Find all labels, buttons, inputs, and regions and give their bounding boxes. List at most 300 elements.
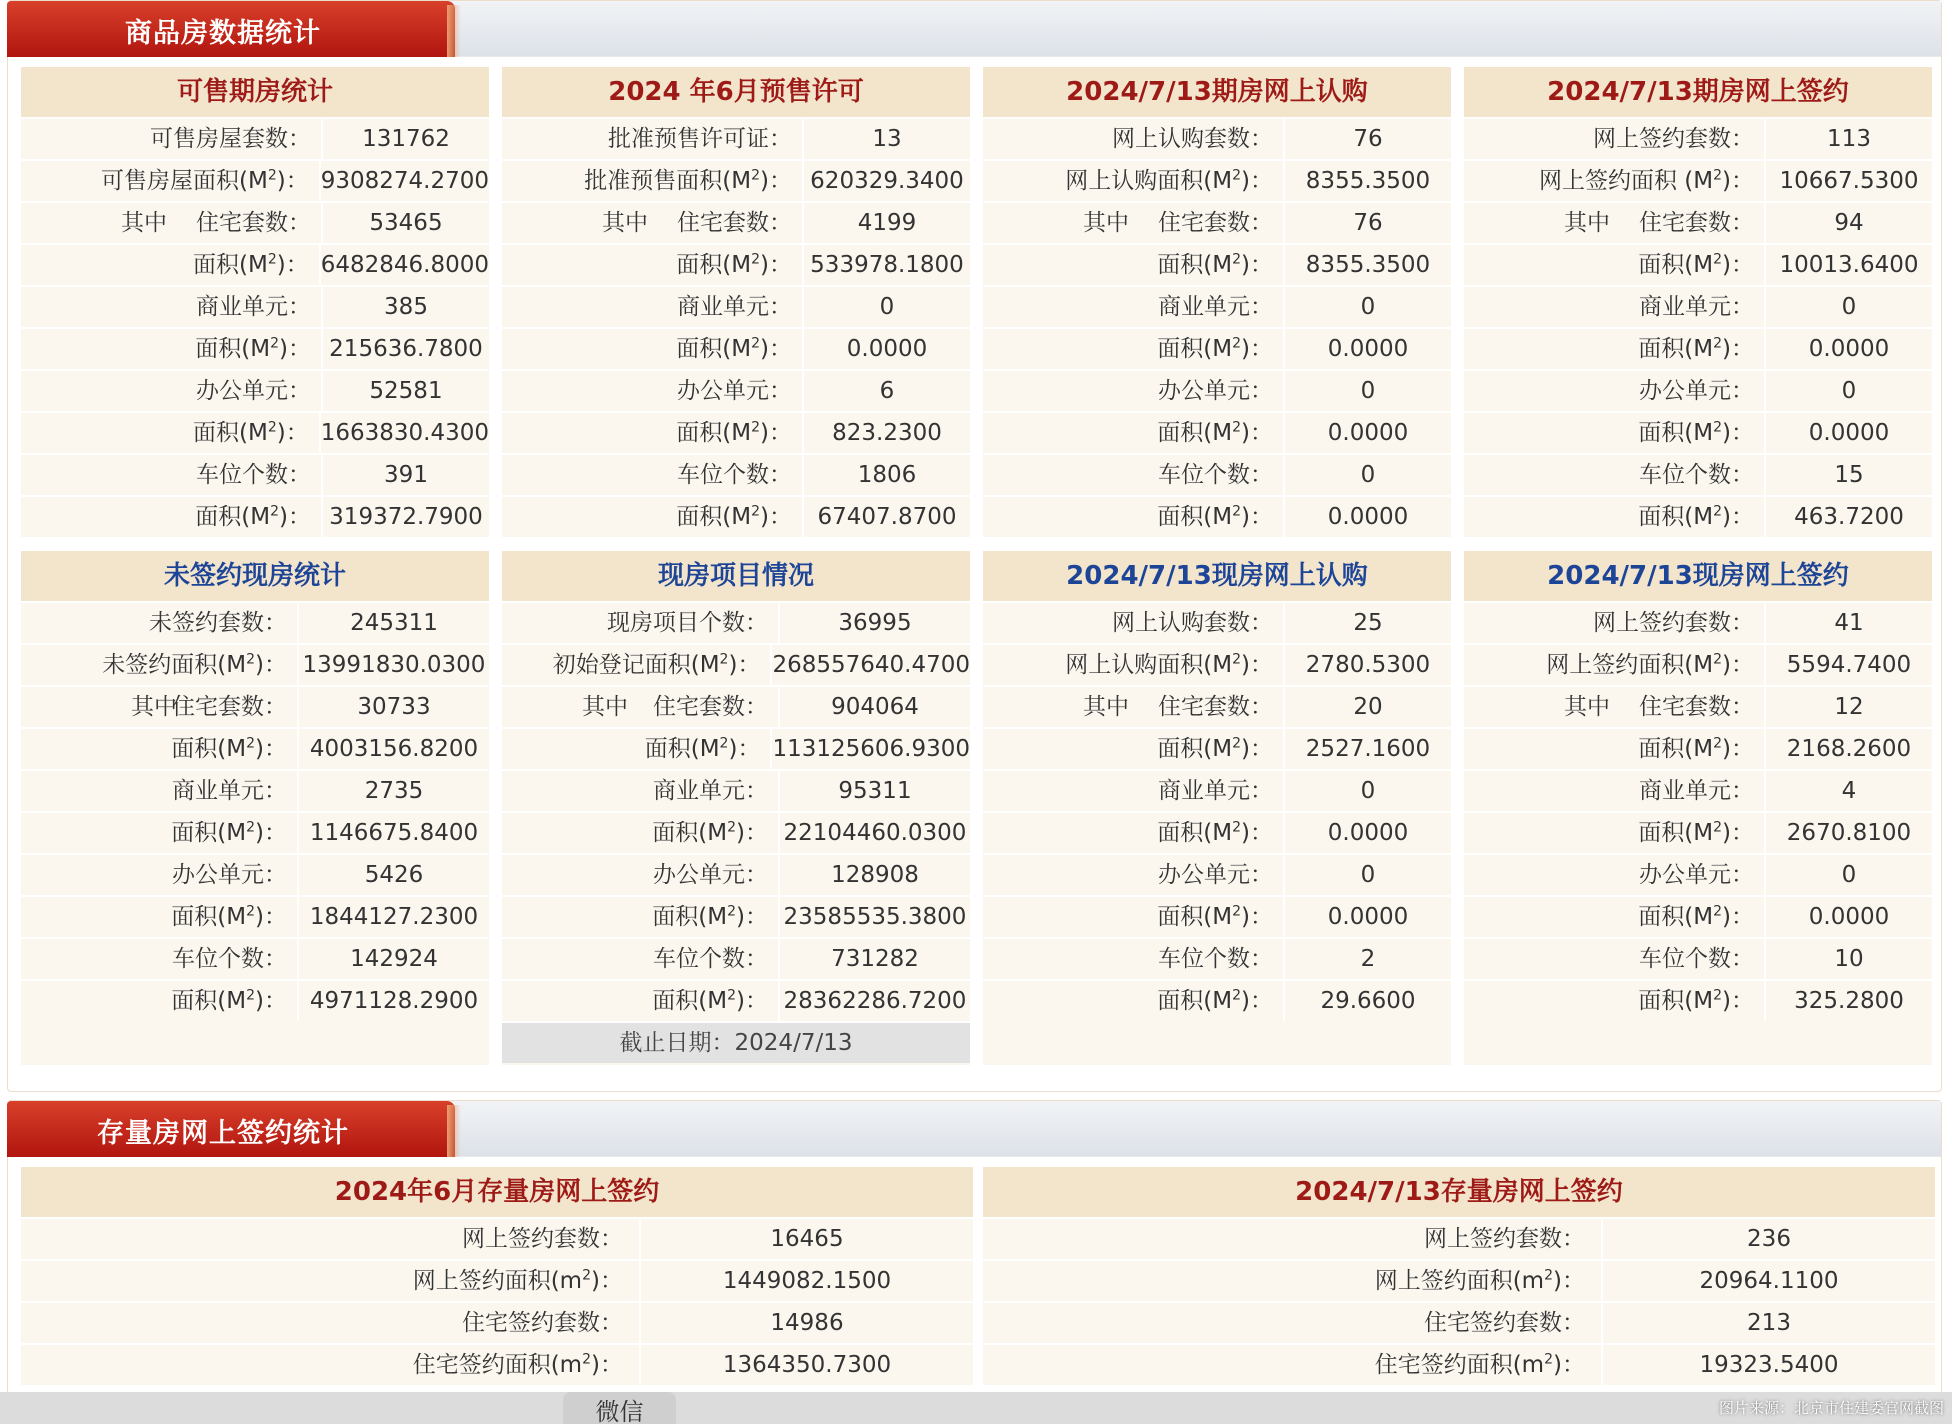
- row-label-suffix: )：: [728, 652, 761, 678]
- row-label-text: 商业单元：: [1158, 778, 1273, 804]
- data-row: [21, 811, 489, 853]
- row-label: [983, 771, 1283, 811]
- row-label: [983, 729, 1283, 769]
- row-label: [1464, 371, 1764, 411]
- row-prefix: 其中: [582, 694, 628, 720]
- row-label: [502, 939, 778, 979]
- data-row: [21, 411, 489, 453]
- data-row: [1464, 685, 1932, 727]
- unit-superscript: 2: [1713, 419, 1723, 436]
- data-row: [983, 1217, 1935, 1259]
- row-value: 2527.1600: [1283, 729, 1451, 769]
- row-label: [983, 161, 1283, 201]
- data-row: [1464, 369, 1932, 411]
- row-label: [21, 645, 297, 685]
- row-label: [1464, 455, 1764, 495]
- row-label-suffix: )：: [736, 988, 768, 1014]
- row-label-text: 未签约套数：: [149, 610, 287, 636]
- row-label: [502, 161, 802, 201]
- row-value: 30733: [297, 687, 489, 727]
- unit-superscript: 2: [267, 419, 277, 436]
- existing-signing-panel: [1464, 551, 1932, 1065]
- row-label: [502, 287, 802, 327]
- row-label-suffix: )：: [1241, 904, 1273, 930]
- row-label: [1464, 855, 1764, 895]
- row-value: 268557640.4700: [770, 645, 970, 685]
- row-label-text: 面积(M: [644, 736, 720, 762]
- data-row: [983, 811, 1451, 853]
- row-value: 215636.7800: [321, 329, 489, 369]
- row-label-text: 住宅套数：: [172, 694, 287, 720]
- data-row: [983, 453, 1451, 495]
- row-label-text: 车位个数：: [653, 946, 768, 972]
- row-label-text: 住宅套数：: [1639, 210, 1754, 236]
- row-label: [983, 455, 1283, 495]
- unit-superscript: 2: [1713, 819, 1723, 836]
- row-value: 22104460.0300: [778, 813, 970, 853]
- row-label-suffix: )：: [1722, 336, 1754, 362]
- row-label-text: 面积(M: [652, 988, 728, 1014]
- row-label-suffix: )：: [1241, 988, 1273, 1014]
- row-value: 325.2800: [1764, 981, 1932, 1021]
- row-label-text: 面积(M: [676, 252, 752, 278]
- row-label-text: 面积(M: [195, 336, 271, 362]
- row-value: 620329.3400: [802, 161, 970, 201]
- row-value: 113: [1764, 119, 1932, 159]
- row-label: [21, 497, 321, 537]
- data-row: [502, 727, 970, 769]
- data-row: [502, 895, 970, 937]
- data-row: [1464, 159, 1932, 201]
- row-label-text: 住宅套数：: [196, 210, 311, 236]
- row-label: [1464, 645, 1764, 685]
- row-value: 385: [321, 287, 489, 327]
- row-label-suffix: )：: [255, 736, 287, 762]
- panel-title: 2024/7/13期房网上认购: [983, 67, 1451, 117]
- row-label: [1464, 813, 1764, 853]
- data-row: [502, 685, 970, 727]
- cutoff-date: 截止日期：2024/7/13: [502, 1021, 970, 1063]
- row-label-text: 商业单元：: [172, 778, 287, 804]
- row-label: [502, 413, 802, 453]
- row-label: [1464, 939, 1764, 979]
- row-label-text: 办公单元：: [653, 862, 768, 888]
- unit-superscript: 2: [751, 503, 761, 520]
- data-row: [21, 369, 489, 411]
- data-row: [21, 727, 489, 769]
- row-value: 25: [1283, 603, 1451, 643]
- row-label: [21, 687, 297, 727]
- data-row: [21, 1217, 973, 1259]
- row-label: [21, 1303, 639, 1343]
- row-label-text: 网上认购面积(M: [1065, 652, 1233, 678]
- data-row: [1464, 285, 1932, 327]
- row-label-suffix: )：: [736, 904, 768, 930]
- row-value: 0: [1764, 371, 1932, 411]
- row-label-text: 面积(M: [171, 988, 247, 1014]
- row-value: 904064: [778, 687, 970, 727]
- row-label: [983, 203, 1283, 243]
- row-label: [983, 1219, 1601, 1259]
- row-value: 0: [1764, 855, 1932, 895]
- row-label-text: 网上签约面积(m: [1374, 1268, 1545, 1294]
- row-label: [1464, 119, 1764, 159]
- image-source-credit: 图片来源：北京市住建委官网截图: [1718, 1399, 1944, 1417]
- row-label-text: 住宅签约套数：: [1424, 1310, 1585, 1336]
- row-value: 29.6600: [1283, 981, 1451, 1021]
- data-row: [21, 643, 489, 685]
- data-row: [21, 117, 489, 159]
- row-value: 131762: [321, 119, 489, 159]
- row-label-text: 面积(M: [1638, 820, 1714, 846]
- row-value: 8355.3500: [1283, 161, 1451, 201]
- panel-title: 2024/7/13现房网上签约: [1464, 551, 1932, 601]
- row-label-text: 住宅套数：: [677, 210, 792, 236]
- row-value: 0: [1283, 771, 1451, 811]
- data-row: [1464, 937, 1932, 979]
- unit-superscript: 2: [751, 251, 761, 268]
- data-row: [502, 643, 970, 685]
- row-value: 53465: [321, 203, 489, 243]
- row-label-suffix: )：: [279, 504, 311, 530]
- row-label: [502, 603, 778, 643]
- section-header-tab: [7, 1101, 455, 1157]
- row-value: 41: [1764, 603, 1932, 643]
- unit-superscript: 2: [246, 735, 256, 752]
- panel-title: 可售期房统计: [21, 67, 489, 117]
- unit-superscript: 2: [1713, 987, 1723, 1004]
- unit-superscript: 2: [719, 735, 729, 752]
- data-row: [502, 411, 970, 453]
- row-prefix: 其中: [1564, 210, 1610, 236]
- row-value: 0.0000: [1764, 413, 1932, 453]
- row-label: [983, 1345, 1601, 1385]
- data-row: [1464, 117, 1932, 159]
- row-label: [502, 981, 778, 1021]
- row-label: [21, 119, 321, 159]
- row-label: [502, 771, 778, 811]
- row-value: 0: [1283, 455, 1451, 495]
- row-value: 95311: [778, 771, 970, 811]
- row-value: 0.0000: [1764, 329, 1932, 369]
- unit-superscript: 2: [727, 819, 737, 836]
- data-row: [983, 201, 1451, 243]
- row-value: 19323.5400: [1601, 1345, 1935, 1385]
- row-label: [1464, 687, 1764, 727]
- row-label-suffix: )：: [276, 420, 309, 446]
- row-label-suffix: )：: [728, 736, 761, 762]
- row-label-text: 面积(M: [1157, 336, 1233, 362]
- data-row: [1464, 979, 1932, 1021]
- row-value: 0: [1764, 287, 1932, 327]
- data-row: [1464, 643, 1932, 685]
- data-row: [1464, 601, 1932, 643]
- row-value: 2670.8100: [1764, 813, 1932, 853]
- panel-title: 2024/7/13期房网上签约: [1464, 67, 1932, 117]
- data-row: [502, 117, 970, 159]
- row-value: 0.0000: [802, 329, 970, 369]
- data-row: [502, 495, 970, 537]
- row-label-text: 办公单元：: [1158, 378, 1273, 404]
- row-label-text: 住宅套数：: [1639, 694, 1754, 720]
- row-label-text: 商业单元：: [1639, 778, 1754, 804]
- data-row: [21, 1301, 973, 1343]
- unit-superscript: 2: [1232, 419, 1242, 436]
- row-label: [21, 1219, 639, 1259]
- data-row: [983, 937, 1451, 979]
- row-label: [983, 645, 1283, 685]
- row-label-text: 网上签约面积(M: [1546, 652, 1714, 678]
- row-label-text: 住宅套数：: [1158, 694, 1273, 720]
- row-label-suffix: )：: [1241, 504, 1273, 530]
- row-label-text: 面积(M: [1638, 988, 1714, 1014]
- row-value: 0: [1283, 855, 1451, 895]
- wechat-tab[interactable]: 微信: [563, 1392, 676, 1424]
- row-label-text: 网上签约套数：: [1593, 610, 1754, 636]
- row-label-text: 面积(M: [1157, 988, 1233, 1014]
- row-label: [21, 1345, 639, 1385]
- row-label: [21, 939, 297, 979]
- data-row: [983, 243, 1451, 285]
- data-row: [983, 769, 1451, 811]
- row-value: 128908: [778, 855, 970, 895]
- row-value: 319372.7900: [321, 497, 489, 537]
- row-label-text: 车位个数：: [1639, 946, 1754, 972]
- data-row: [21, 201, 489, 243]
- row-label-text: 住宅签约套数：: [462, 1310, 623, 1336]
- row-value: 4: [1764, 771, 1932, 811]
- unit-superscript: 2: [1232, 167, 1242, 184]
- unit-superscript: 2: [727, 903, 737, 920]
- row-label-text: 网上签约套数：: [462, 1226, 623, 1252]
- row-label-text: 批准预售面积(M: [584, 168, 752, 194]
- unit-superscript: 2: [751, 167, 761, 184]
- row-value: 0.0000: [1764, 897, 1932, 937]
- data-row: [1464, 327, 1932, 369]
- data-row: [983, 685, 1451, 727]
- row-label: [21, 161, 319, 201]
- row-value: 23585535.3800: [778, 897, 970, 937]
- row-label: [983, 939, 1283, 979]
- row-label: [983, 687, 1283, 727]
- row-label: [983, 245, 1283, 285]
- row-label-suffix: )：: [1241, 420, 1273, 446]
- row-prefix: 其中: [602, 210, 648, 236]
- row-label-text: 面积(M: [1157, 736, 1233, 762]
- row-label-suffix: )：: [1722, 652, 1754, 678]
- row-label-text: 批准预售许可证：: [608, 126, 792, 152]
- row-label: [21, 245, 319, 285]
- unit-superscript: 2: [1713, 651, 1723, 668]
- row-label-text: 面积(M: [171, 904, 247, 930]
- section-title: 商品房数据统计: [125, 18, 321, 49]
- unit-superscript: 2: [751, 419, 761, 436]
- data-row: [983, 979, 1451, 1021]
- row-label-text: 办公单元：: [172, 862, 287, 888]
- presale-available-panel: [21, 67, 489, 537]
- data-row: [1464, 769, 1932, 811]
- row-label-text: 未签约面积(M: [102, 652, 247, 678]
- row-value: 2168.2600: [1764, 729, 1932, 769]
- data-row: [983, 1301, 1935, 1343]
- row-value: 5426: [297, 855, 489, 895]
- existing-projects-panel: [502, 551, 970, 1065]
- row-label-text: 商业单元：: [1639, 294, 1754, 320]
- row-label-text: 面积(M: [192, 420, 268, 446]
- row-label: [983, 371, 1283, 411]
- row-label-text: 面积(M: [1157, 504, 1233, 530]
- row-value: 94: [1764, 203, 1932, 243]
- row-label-text: 面积(M: [1157, 904, 1233, 930]
- row-value: 10667.5300: [1764, 161, 1932, 201]
- row-label: [21, 455, 321, 495]
- presale-subscription-panel: [983, 67, 1451, 537]
- data-row: [983, 369, 1451, 411]
- row-label-suffix: )：: [1722, 736, 1754, 762]
- row-value: 8355.3500: [1283, 245, 1451, 285]
- row-label: [502, 455, 802, 495]
- row-label-suffix: )：: [736, 820, 768, 846]
- unit-superscript: 2: [246, 903, 256, 920]
- row-label-text: 办公单元：: [677, 378, 792, 404]
- data-row: [1464, 495, 1932, 537]
- unit-superscript: 2: [246, 651, 256, 668]
- row-label: [21, 603, 297, 643]
- row-label: [983, 329, 1283, 369]
- row-label: [21, 203, 321, 243]
- row-label: [983, 897, 1283, 937]
- data-row: [21, 937, 489, 979]
- row-label-text: 办公单元：: [1158, 862, 1273, 888]
- row-label-text: 商业单元：: [1158, 294, 1273, 320]
- row-label: [502, 371, 802, 411]
- row-label-suffix: )：: [760, 504, 792, 530]
- section-header-bar: [8, 1101, 1941, 1157]
- panel-title: 2024/7/13现房网上认购: [983, 551, 1451, 601]
- row-value: 5594.7400: [1764, 645, 1932, 685]
- row-label-text: 面积(M: [1638, 504, 1714, 530]
- row-value: 533978.1800: [802, 245, 970, 285]
- row-label-text: 面积(M: [652, 820, 728, 846]
- data-row: [983, 727, 1451, 769]
- commercial-housing-section: [7, 0, 1942, 1092]
- row-value: 823.2300: [802, 413, 970, 453]
- row-prefix: 其中: [121, 210, 167, 236]
- data-row: [502, 769, 970, 811]
- row-value: 13991830.0300: [297, 645, 489, 685]
- panel-title: 现房项目情况: [502, 551, 970, 601]
- existing-subscription-panel: [983, 551, 1451, 1065]
- row-label-text: 车位个数：: [677, 462, 792, 488]
- row-label-suffix: )：: [255, 820, 287, 846]
- row-value: 1663830.4300: [319, 413, 489, 453]
- row-label: [21, 413, 319, 453]
- row-label: [983, 413, 1283, 453]
- row-value: 142924: [297, 939, 489, 979]
- row-label: [502, 897, 778, 937]
- row-label: [502, 203, 802, 243]
- data-row: [21, 1343, 973, 1385]
- row-label-suffix: )：: [255, 652, 287, 678]
- row-label: [21, 813, 297, 853]
- row-label-text: 可售房屋面积(M: [100, 168, 268, 194]
- data-row: [21, 769, 489, 811]
- row-label: [21, 287, 321, 327]
- row-label: [983, 119, 1283, 159]
- row-value: 0.0000: [1283, 497, 1451, 537]
- row-label-text: 网上签约面积(m: [412, 1268, 583, 1294]
- row-label-text: 住宅签约面积(m: [1374, 1352, 1545, 1378]
- row-label-suffix: )：: [1722, 168, 1754, 194]
- row-label-text: 住宅套数：: [653, 694, 768, 720]
- row-value: 463.7200: [1764, 497, 1932, 537]
- unit-superscript: 2: [1232, 335, 1242, 352]
- row-label-text: 网上认购套数：: [1112, 126, 1273, 152]
- data-row: [1464, 811, 1932, 853]
- unit-superscript: 2: [1713, 503, 1723, 520]
- data-row: [502, 159, 970, 201]
- row-label-text: 商业单元：: [677, 294, 792, 320]
- row-label-suffix: )：: [1722, 504, 1754, 530]
- row-label: [983, 855, 1283, 895]
- data-row: [1464, 453, 1932, 495]
- data-row: [502, 369, 970, 411]
- unit-superscript: 2: [1713, 335, 1723, 352]
- row-label-text: 初始登记面积(M: [552, 652, 720, 678]
- row-value: 0: [1283, 371, 1451, 411]
- row-label-text: 网上认购套数：: [1112, 610, 1273, 636]
- row-value: 20: [1283, 687, 1451, 727]
- row-label-suffix: )：: [1722, 988, 1754, 1014]
- row-label: [1464, 245, 1764, 285]
- unit-superscript: 2: [582, 1351, 592, 1368]
- unsigned-existing-panel: [21, 551, 489, 1065]
- row-value: 2735: [297, 771, 489, 811]
- row-label: [1464, 897, 1764, 937]
- data-row: [1464, 411, 1932, 453]
- data-row: [983, 495, 1451, 537]
- row-label-text: 面积(M: [676, 420, 752, 446]
- unit-superscript: 2: [267, 167, 277, 184]
- unit-superscript: 2: [1232, 903, 1242, 920]
- data-row: [21, 453, 489, 495]
- row-value: 67407.8700: [802, 497, 970, 537]
- row-label-suffix: )：: [1553, 1352, 1585, 1378]
- data-row: [502, 285, 970, 327]
- row-label-suffix: )：: [1241, 820, 1273, 846]
- row-label-suffix: )：: [1241, 336, 1273, 362]
- unit-superscript: 2: [1713, 735, 1723, 752]
- row-label-text: 车位个数：: [172, 946, 287, 972]
- row-value: 9308274.2700: [319, 161, 489, 201]
- row-label-text: 车位个数：: [1158, 946, 1273, 972]
- row-label-suffix: )：: [760, 420, 792, 446]
- row-label-text: 面积(M: [1638, 736, 1714, 762]
- row-label-suffix: )：: [255, 904, 287, 930]
- row-label: [983, 981, 1283, 1021]
- row-value: 0.0000: [1283, 813, 1451, 853]
- row-label-text: 车位个数：: [1639, 462, 1754, 488]
- row-label-text: 面积(M: [1638, 336, 1714, 362]
- row-label: [502, 813, 778, 853]
- row-label-text: 车位个数：: [196, 462, 311, 488]
- row-label: [983, 603, 1283, 643]
- row-label-text: 面积(M: [676, 336, 752, 362]
- row-label-text: 网上签约套数：: [1593, 126, 1754, 152]
- row-label-text: 面积(M: [1638, 904, 1714, 930]
- data-row: [21, 979, 489, 1021]
- row-label: [983, 497, 1283, 537]
